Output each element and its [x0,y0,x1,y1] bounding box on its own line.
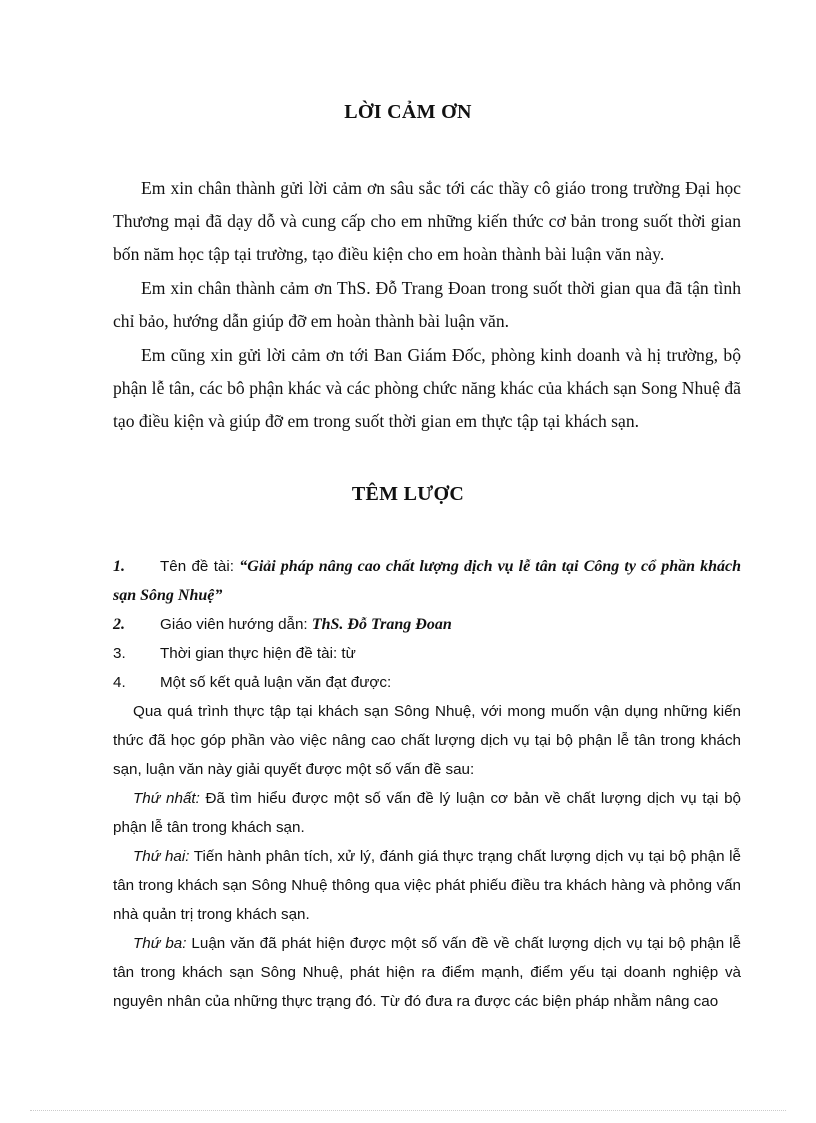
ack-paragraph: Em xin chân thành gửi lời cảm ơn sâu sắc tới các thầy cô giáo trong trường Đại học Thương mại đã dạy dỗ và cung cấp cho em những kiến thức cơ bản trong suốt thời gian bốn năm học tập tại trường, tạo điều kiện cho em hoàn thành bài luận văn này. [113,178,741,264]
point-lead: Thứ hai: [133,848,190,865]
results-intro: Qua quá trình thực tập tại khách sạn Sông Nhuệ, với mong muốn vận dụng những kiến thức đã học góp phần vào việc nâng cao chất lượng dịch vụ tại bộ phận lễ tân trong khách sạn, luận văn này giải quyết được một số vấn đề sau: [113,703,741,778]
summary-section [113,552,741,1016]
summary-item-advisor [113,610,741,639]
point-lead: Thứ ba: [133,935,187,952]
topic-title: “Giải pháp nâng cao chất lượng dịch vụ lễ tân tại Công ty cổ phần khách sạn Sông Nhuệ” [113,558,742,604]
ack-paragraph: Em cũng xin gửi lời cảm ơn tới Ban Giám Đốc, phòng kinh doanh và hị trường, bộ phận lễ tân, các bô phận khác và các phòng chức năng khác của khách sạn Song Nhuệ đã tạo điều kiện và giúp đỡ em trong suốt thời gian em thực tập tại khách sạn. [113,345,741,431]
ack-paragraph: Em xin chân thành cảm ơn ThS. Đỗ Trang Đoan trong suốt thời gian qua đã tận tình chỉ bảo, hướng dẫn giúp đỡ em hoàn thành bài luận văn. [113,278,741,331]
summary-item-topic [113,552,741,610]
point-text: Luận văn đã phát hiện được một số vấn đề về chất lượng dịch vụ tại bộ phận lễ tân trong khách sạn Sông Nhuệ, phát hiện ra điểm mạnh, điểm yếu tại doanh nghiệp và nguyên nhân của những thực trạng đó. Từ đó đưa ra được các biện pháp nhằm nâng cao [113,935,741,1010]
item-label: Tên đề tài: [160,558,240,575]
summary-title: TÊM LƯỢC [351,483,465,505]
point-text: Đã tìm hiểu được một số vấn đề lý luận cơ bản về chất lượng dịch vụ tại bộ phận lễ tân trong khách sạn. [113,790,741,836]
point-lead: Thứ nhất: [133,790,200,807]
point-text: Tiến hành phân tích, xử lý, đánh giá thực trạng chất lượng dịch vụ tại bộ phận lễ tân trong khách sạn Sông Nhuệ thông qua việc phát phiếu điều tra khách hàng và phỏng vấn nhà quản trị trong khách sạn. [113,848,741,923]
item-number: 4. [113,674,126,691]
acknowledgement-body [113,172,741,438]
item-number: 3. [113,645,126,662]
advisor-name: ThS. Đỗ Trang Đoan [311,616,452,633]
result-point [113,784,741,842]
result-point [113,842,741,929]
item-label: Một số kết quả luận văn đạt được: [160,674,392,691]
page-bottom-divider [30,1110,786,1111]
item-number: 1. [113,558,125,575]
acknowledgement-title: LỜI CẢM ƠN [344,101,472,123]
item-label: Thời gian thực hiện đề tài: từ [160,645,356,662]
item-number: 2. [113,616,125,633]
summary-item-duration [113,639,741,668]
item-label: Giáo viên hướng dẫn: [160,616,312,633]
result-point [113,929,741,1016]
summary-item-results [113,668,741,697]
